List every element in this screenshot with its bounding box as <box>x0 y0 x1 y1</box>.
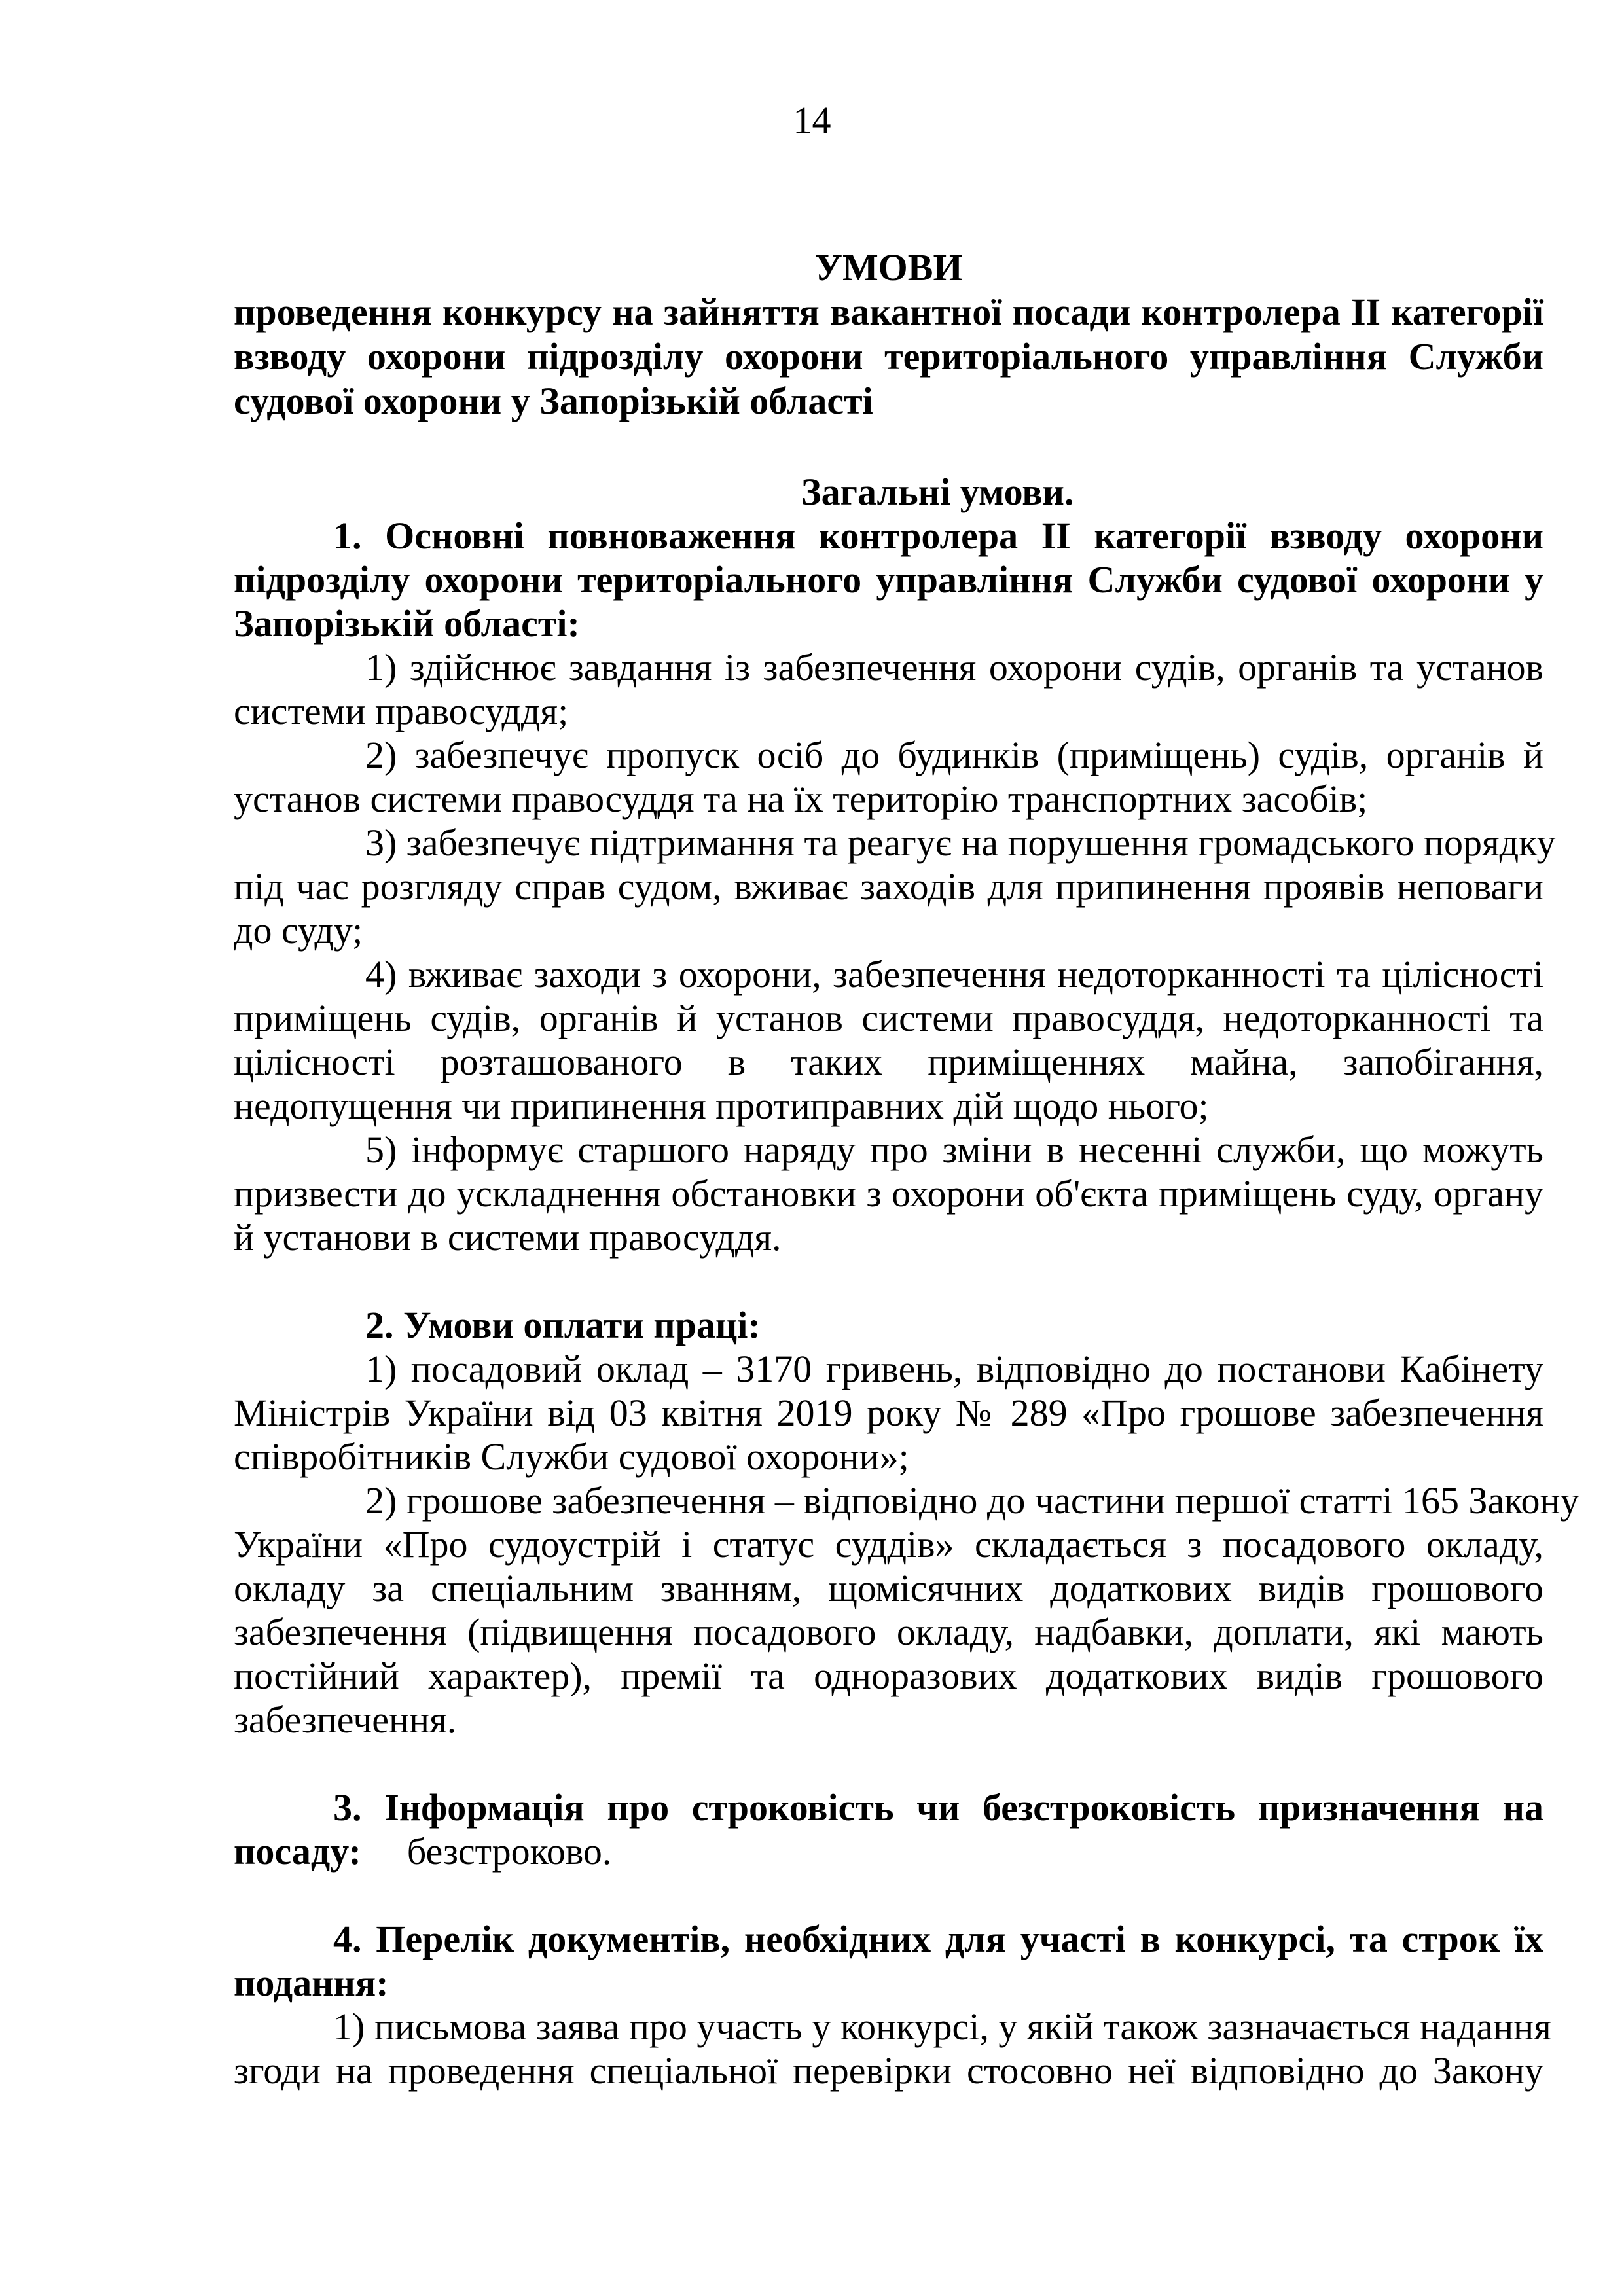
text: Міністрів України від 03 квітня 2019 року № 289 «Про грошове забезпечення <box>234 1391 1543 1434</box>
text: до суду; <box>234 909 363 952</box>
bold-text: Запорізькій області: <box>234 602 580 645</box>
text-line <box>234 996 1543 1040</box>
title-line: проведення конкурсу на зайняття вакантної посади контролера II категорії <box>234 291 1543 333</box>
text-line <box>234 1084 1543 1128</box>
title-line: взводу охорони підрозділу охорони територіального управління Служби <box>234 335 1543 378</box>
text: приміщень судів, органів й установ системи правосуддя, недоторканності та <box>234 997 1543 1039</box>
bold-text: подання: <box>234 1962 389 2004</box>
text-line <box>234 952 1543 996</box>
title-line: судової охорони у Запорізькій області <box>234 380 873 422</box>
bold-text: 4. Перелік документів, необхідних для участі в конкурсі, та строк їх <box>333 1918 1543 1960</box>
text-line <box>234 1610 1543 1654</box>
text-line <box>234 470 1543 514</box>
bold-text: 3. Інформація про строковість чи безстроковість призначення на <box>333 1786 1543 1829</box>
text: 2) забезпечує пропуск осіб до будинків (приміщень) судів, органів й <box>365 734 1543 776</box>
text-line <box>234 1698 1543 1742</box>
text-line <box>234 601 1543 645</box>
text: системи правосуддя; <box>234 690 569 732</box>
text-line <box>234 1391 1543 1435</box>
title-heading: УМОВИ <box>814 246 963 289</box>
text-line <box>234 865 1543 908</box>
text: установ системи правосуддя та на їх територію транспортних засобів; <box>234 778 1368 820</box>
text: 5) інформує старшого наряду про зміни в несенні служби, що можуть <box>365 1128 1543 1171</box>
text-line <box>234 1479 1579 1522</box>
text: під час розгляду справ судом, вживає заходів для припинення проявів неповаги <box>234 865 1543 908</box>
text-line <box>234 1829 1543 1873</box>
text: й установи в системи правосуддя. <box>234 1216 782 1259</box>
text: призвести до ускладнення обстановки з охорони об'єкта приміщень суду, органу <box>234 1172 1543 1215</box>
text-line <box>234 908 1543 952</box>
text: безстроково. <box>406 1830 612 1873</box>
text: 1) здійснює завдання із забезпечення охорони судів, органів та установ <box>365 646 1543 689</box>
text-line <box>234 821 1556 865</box>
bold-text: Загальні умови. <box>801 471 1074 513</box>
blank-line <box>234 1873 1543 1917</box>
text-line <box>234 1172 1543 1215</box>
text-line <box>234 1961 1543 2005</box>
text: 1) посадовий оклад – 3170 гривень, відповідно до постанови Кабінету <box>365 1348 1543 1390</box>
text-line <box>234 1566 1543 1610</box>
text-line <box>234 1347 1543 1391</box>
document-body <box>234 470 1579 2092</box>
text-line <box>234 645 1543 689</box>
text-line <box>234 2049 1543 2092</box>
text-line <box>234 1785 1543 1829</box>
text-line <box>234 1917 1543 1961</box>
text-line <box>234 1128 1543 1172</box>
text-line <box>234 1215 1543 1259</box>
text-line <box>234 2005 1551 2049</box>
document-title <box>234 245 1543 423</box>
text: згоди на проведення спеціальної перевірки стосовно неї відповідно до Закону <box>234 2049 1543 2092</box>
text-line <box>234 1522 1543 1566</box>
text: 4) вживає заходи з охорони, забезпечення недоторканності та цілісності <box>365 953 1543 996</box>
text-line <box>234 1435 1543 1479</box>
text-line <box>234 1040 1543 1084</box>
text: України «Про судоустрій і статус суддів» складається з посадового окладу, <box>234 1523 1543 1566</box>
bold-text: 1. Основні повноваження контролера II категорії взводу охорони <box>333 514 1543 557</box>
text-line <box>234 689 1543 733</box>
text: забезпечення (підвищення посадового окладу, надбавки, доплати, які мають <box>234 1611 1543 1653</box>
text-line <box>234 1654 1543 1698</box>
text-line <box>234 514 1543 558</box>
text-line <box>234 777 1543 821</box>
text: недопущення чи припинення протиправних дій щодо нього; <box>234 1085 1209 1127</box>
page-number: 14 <box>793 99 831 141</box>
bold-text: посаду: <box>234 1830 361 1873</box>
text: співробітників Служби судової охорони»; <box>234 1435 909 1478</box>
text: 2) грошове забезпечення – відповідно до частини першої статті 165 Закону <box>365 1479 1579 1522</box>
text: постійний характер), премії та одноразових додаткових видів грошового <box>234 1655 1543 1697</box>
text-line <box>234 558 1543 601</box>
text: 3) забезпечує підтримання та реагує на порушення громадського порядку <box>365 821 1556 864</box>
text: 1) письмова заява про участь у конкурсі, у якій також зазначається надання <box>333 2005 1551 2048</box>
text: забезпечення. <box>234 1698 457 1741</box>
bold-text: 2. Умови оплати праці: <box>365 1304 761 1346</box>
text: цілісності розташованого в таких приміщеннях майна, запобігання, <box>234 1041 1543 1083</box>
text-line <box>234 733 1543 777</box>
text-line <box>234 1303 1543 1347</box>
blank-line <box>234 1742 1543 1785</box>
bold-text: підрозділу охорони територіального управління Служби судової охорони у <box>234 558 1543 601</box>
blank-line <box>234 1259 1543 1303</box>
text: окладу за спеціальним званням, щомісячних додаткових видів грошового <box>234 1567 1543 1609</box>
